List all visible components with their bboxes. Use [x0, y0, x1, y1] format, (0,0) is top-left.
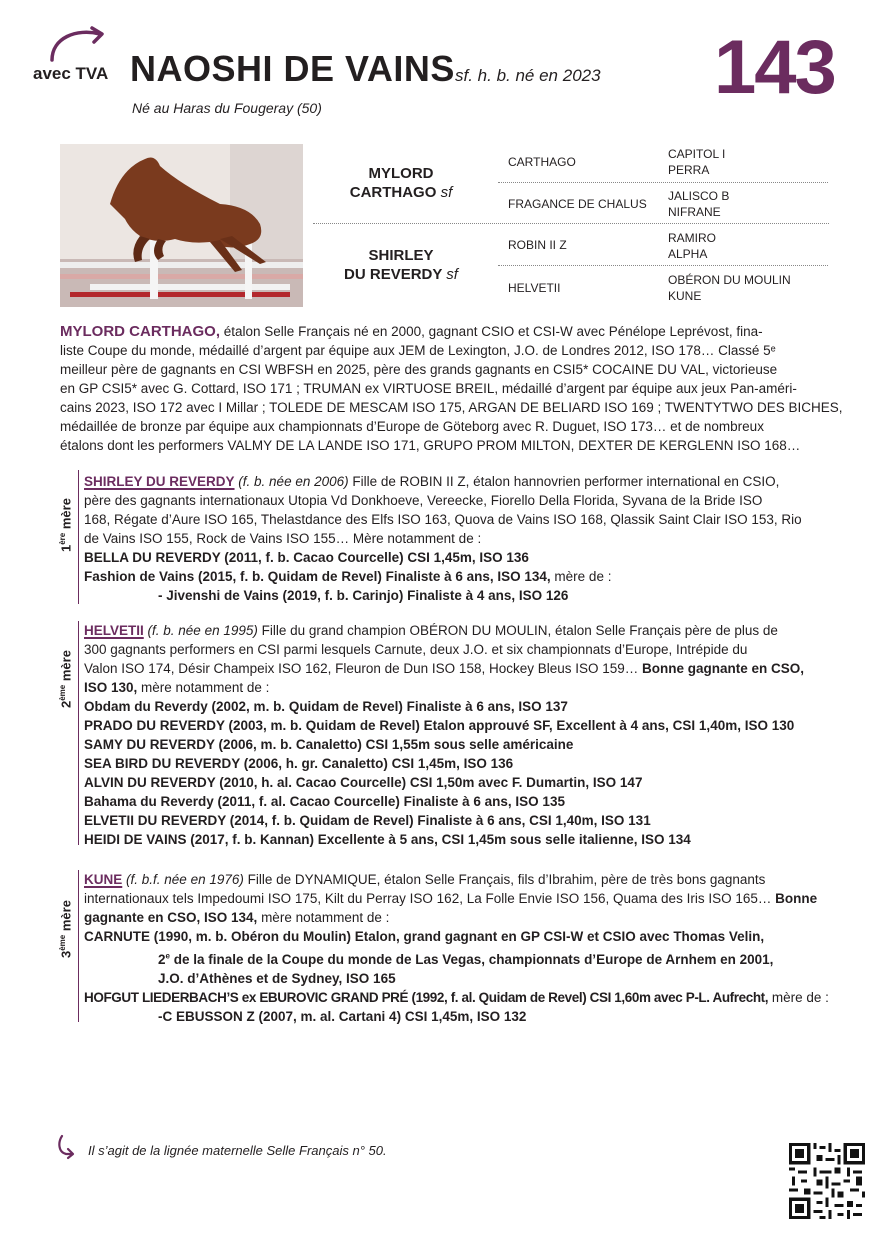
mere3-label: 3ème mère: [58, 900, 74, 958]
sire-paragraph: MYLORD CARTHAGO, étalon Selle Français né en 2000, gagnant CSIO et CSI-W avec Pénélope Leprévost, fina- liste Coupe du monde, médaillé d’argent par équipe aux JEM de Lexington, J.O. de Londres 2012, ISO 178… Classé 5ᵉ meilleur père de gagnants en CSI WBFSH en 2025, père des grands gagnants en CSI5* COCAINE DU VAL, victorieuse en GP CSI5* avec G. Cottard, ISO 171 ; TRUMAN ex VIRTUOSE BREIL, médaillé d’argent par équipe aux jeux Pan-améri- cains 2023, ISO 172 avec I Millar ; TOLEDE DE MESCAM ISO 175, ARGAN DE BELIARD ISO 169 ; TWENTYTWO DES BICHES, médaillée de bronze par équipe aux championnats d’Europe de Göteborg avec R. Duguet, ISO 173… et de nombreux étalons dont les performers VALMY DE LA LANDE ISO 171, GRUPO PROM MILTON, DEXTER DE KERGLENN ISO 168…: [60, 323, 843, 453]
mere1-name: SHIRLEY DU REVERDY: [84, 474, 235, 489]
footer-note: Il s’agit de la lignée maternelle Selle Français n° 50.: [88, 1143, 387, 1158]
mere2-label: 2ème mère: [58, 650, 74, 708]
tva-label: avec TVA: [33, 64, 109, 83]
sire-name: MYLORD CARTHAGO,: [60, 323, 220, 340]
pedigree-great-grandparents: JALISCO B NIFRANE: [668, 189, 730, 219]
pedigree-grandsire: CARTHAGO: [508, 155, 576, 169]
pedigree-divider: [313, 223, 829, 224]
mere3-section: KUNE (f. b.f. née en 1976) Fille de DYNAMIQUE, étalon Selle Français, fils d’Ibrahim, père de très bons gagnants internationaux tels Impedoumi ISO 175, Kilt du Perray ISO 162, La Folle Envie ISO 156, Quama des Iris ISO 165… Bonne gagnante en CSO, ISO 134, mère notamment de : CARNUTE (1990, m. b. Obéron du Moulin) Etalon, grand gagnant en GP CSI-W et CSIO avec Thomas Velin, 2e de la finale de la Coupe du monde de Las Vegas, championnats d’Europe de Arnhem en 2001, J.O. d’Athènes et de Sydney, ISO 165 HOFGUT LIEDERBACH’S ex EBUROVIC GRAND PRÉ (1992, f. al. Quidam de Revel) CSI 1,60m avec P-L. Aufrecht, mère de : -C EBUSSON Z (2007, m. al. Cartani 4) CSI 1,45m, ISO 132: [84, 872, 829, 1024]
mere2-name: HELVETII: [84, 623, 144, 638]
mere1-section: SHIRLEY DU REVERDY (f. b. née en 2006) Fille de ROBIN II Z, étalon hannovrien performer international en CSIO, père des gagnants internationaux Utopia Vd Donkhoeve, Vereecke, Fiorello Della Florida, Syvana de la Bride ISO 168, Régate d’Aure ISO 165, Thelastdance des Elfs ISO 163, Quova de Vains ISO 168, Qlassik Saint Clair ISO 153, Rio de Vains ISO 155, Rock de Vains ISO 155… Mère notamment de : BELLA DU REVERDY (2011, f. b. Cacao Courcelle) CSI 1,45m, ISO 136 Fashion de Vains (2015, f. b. Quidam de Revel) Finaliste à 6 ans, ISO 134, mère de : - Jivenshi de Vains (2019, f. b. Carinjo) Finaliste à 4 ans, ISO 126: [84, 474, 802, 603]
mere1-label: 1ère mère: [58, 498, 74, 552]
mere3-name: KUNE: [84, 872, 123, 887]
pedigree-great-grandparents: CAPITOL I PERRA: [668, 147, 726, 177]
pedigree-divider: [498, 265, 828, 266]
mere1-bar: [78, 470, 79, 604]
pedigree-great-grandparents: RAMIRO ALPHA: [668, 231, 716, 261]
lot-number: 143: [714, 25, 835, 110]
pedigree-sire: MYLORD CARTHAGO sf: [349, 165, 453, 201]
qr-code[interactable]: [789, 1143, 865, 1219]
pedigree-dam: SHIRLEY DU REVERDY sf: [344, 247, 458, 283]
mere3-bar: [78, 870, 79, 1022]
birthplace: Né au Haras du Fougeray (50): [132, 100, 322, 116]
pedigree-granddam: FRAGANCE DE CHALUS: [508, 197, 647, 211]
horse-description: sf. h. b. né en 2023: [455, 66, 601, 85]
horse-photo: [60, 144, 303, 307]
mere2-section: HELVETII (f. b. née en 1995) Fille du grand champion OBÉRON DU MOULIN, étalon Selle Français père de plus de 300 gagnants performers en CSI parmi lesquels Carnute, deux J.O. et six championnats d’Europe, Intrépide du Valon ISO 174, Désir Champeix ISO 162, Fleuron de Dun ISO 158, Hockey Bleus ISO 159… Bonne gagnante en CSO, ISO 130, mère notamment de : Obdam du Reverdy (2002, m. b. Quidam de Revel) Finaliste à 6 ans, ISO 137 PRADO DU REVERDY (2003, m. b. Quidam de Revel) Etalon approuvé SF, Excellent à 4 ans, CSI 1,40m, ISO 130 SAMY DU REVERDY (2006, m. b. Canaletto) CSI 1,55m sous selle américaine SEA BIRD DU REVERDY (2006, h. gr. Canaletto) CSI 1,45m, ISO 136 ALVIN DU REVERDY (2010, h. al. Cacao Courcelle) CSI 1,50m avec F. Dumartin, ISO 147 Bahama du Reverdy (2011, f. al. Cacao Courcelle) Finaliste à 6 ans, ISO 135 ELVETII DU REVERDY (2014, f. b. Quidam de Revel) Finaliste à 6 ans, CSI 1,40m, ISO 131 HEIDI DE VAINS (2017, f. b. Kannan) Excellente à 5 ans, CSI 1,45m sous selle italienne, ISO 134: [84, 623, 805, 847]
pedigree-divider: [498, 182, 828, 183]
hook-arrow-icon: [56, 1134, 76, 1160]
horse-name: NAOSHI DE VAINS: [130, 48, 455, 89]
pedigree-granddam: HELVETII: [508, 281, 561, 295]
pedigree-great-grandparents: OBÉRON DU MOULIN KUNE: [668, 273, 791, 303]
pedigree-grandsire: ROBIN II Z: [508, 238, 567, 252]
mere2-bar: [78, 621, 79, 845]
